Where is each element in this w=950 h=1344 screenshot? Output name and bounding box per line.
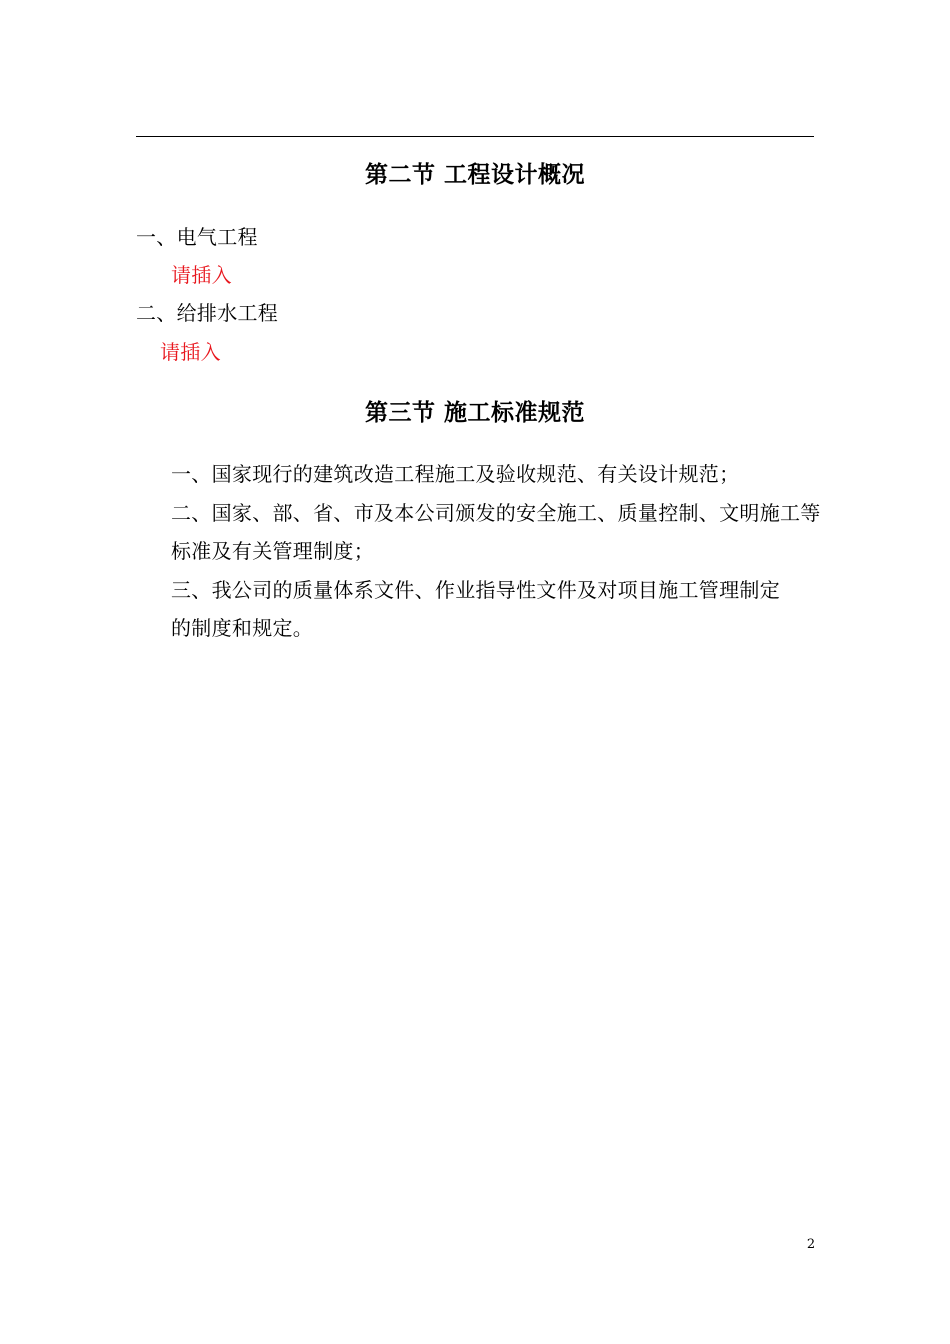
section-title-design-overview: 第二节 工程设计概况 [364, 161, 585, 188]
page-number: 2 [806, 1237, 816, 1252]
section-title-construction-standards: 第三节 施工标准规范 [364, 399, 585, 426]
heading-plumbing-engineering: 二、给排水工程 [136, 301, 279, 325]
header-rule [136, 136, 814, 137]
standards-paragraph-3-line-1: 三、我公司的质量体系文件、作业指导性文件及对项目施工管理制定 [171, 578, 780, 602]
standards-paragraph-1: 一、国家现行的建筑改造工程施工及验收规范、有关设计规范； [171, 462, 740, 486]
placeholder-electrical: 请插入 [171, 263, 232, 287]
standards-paragraph-2-line-2: 标准及有关管理制度； [171, 539, 374, 563]
heading-electrical-engineering: 一、电气工程 [136, 225, 258, 249]
placeholder-plumbing: 请插入 [160, 340, 221, 364]
standards-paragraph-3-line-2: 的制度和规定。 [171, 616, 314, 640]
standards-paragraph-2-line-1: 二、国家、部、省、市及本公司颁发的安全施工、质量控制、文明施工等 [171, 501, 821, 525]
